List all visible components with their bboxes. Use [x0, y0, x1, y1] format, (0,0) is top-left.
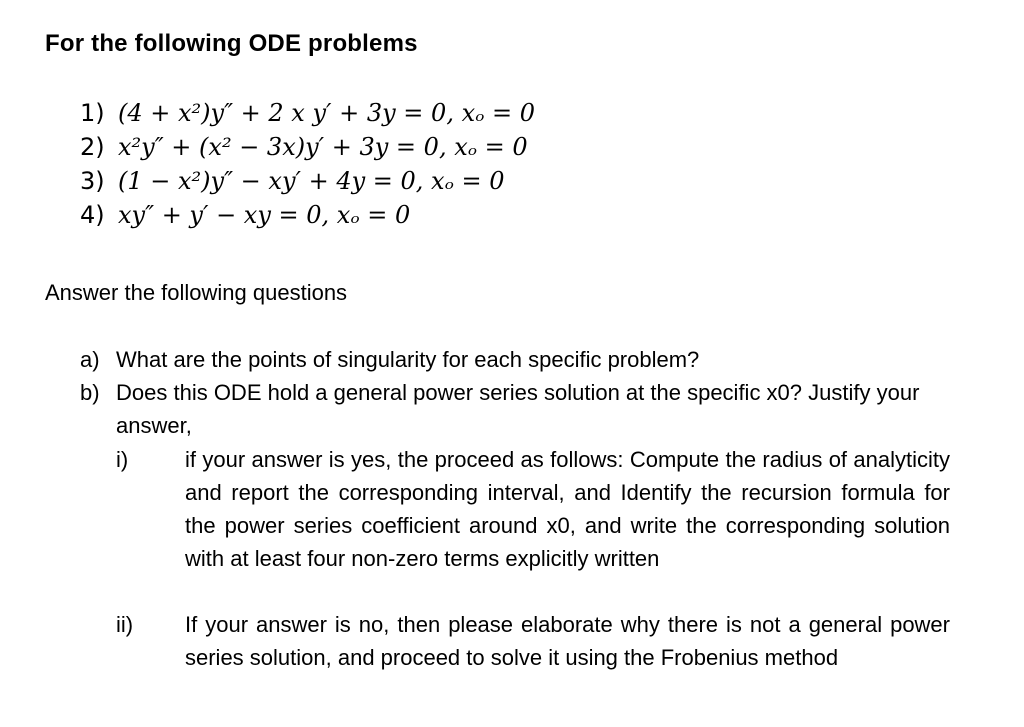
- question-text: What are the points of singularity for each specific problem?: [116, 347, 700, 372]
- equation-item: [80, 164, 535, 198]
- equation-text: xy″ + y′ − xy = 0, xₒ = 0: [118, 201, 411, 229]
- equation-item: [80, 130, 535, 164]
- subquestion-marker: i): [116, 447, 129, 472]
- equation-text: (1 − x²)y″ − xy′ + 4y = 0, xₒ = 0: [118, 167, 505, 195]
- subquestion-text: if your answer is yes, the proceed as follows: Compute the radius of analyticity and report the corresponding interval, and Identify the recursion formula for the power series coefficient around x0, and write the corresponding solution with at least four non-zero terms explicitly written: [185, 447, 950, 571]
- equation-list: [80, 96, 535, 232]
- equation-number: 4): [80, 201, 105, 229]
- question-text: Does this ODE hold a general power series solution at the specific x0? Justify your answer,: [116, 380, 920, 438]
- question-marker: b): [80, 380, 100, 405]
- document-heading: For the following ODE problems: [45, 30, 418, 57]
- equation-text: x²y″ + (x² − 3x)y′ + 3y = 0, xₒ = 0: [118, 133, 528, 161]
- equation-number: 3): [80, 167, 105, 195]
- subquestion-text: If your answer is no, then please elaborate why there is not a general power series solution, and proceed to solve it using the Frobenius method: [185, 612, 950, 670]
- subquestion-marker: ii): [116, 612, 134, 637]
- equation-number: 2): [80, 133, 105, 161]
- question-marker: a): [80, 347, 100, 372]
- equation-item: [80, 96, 535, 130]
- equation-number: 1): [80, 99, 105, 127]
- questions-subheading: Answer the following questions: [45, 280, 348, 305]
- equation-item: [80, 198, 535, 232]
- equation-text: (4 + x²)y″ + 2 x y′ + 3y = 0, xₒ = 0: [118, 99, 535, 127]
